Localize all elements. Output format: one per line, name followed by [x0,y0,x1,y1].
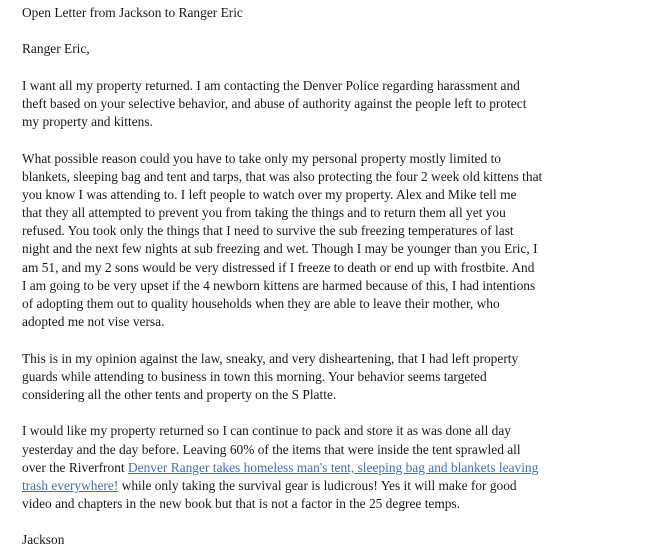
spacer [22,404,637,422]
paragraph-line: considering all the other tents and property on the S Platte. [22,386,337,402]
paragraph-line: I would like my property returned so I can continue to pack and store it as was done all day [22,423,511,439]
paragraph-text: over the Riverfront [22,459,128,475]
paragraph-line [22,477,637,495]
paragraph-line: that they all attempted to prevent you from taking the things and to return them all yet you [22,205,506,221]
paragraph-line: I want all my property returned. I am contacting the Denver Police regarding harassment and [22,77,520,93]
spacer [22,331,637,349]
letter-title: Open Letter from Jackson to Ranger Eric [22,5,243,20]
paragraph-line: guards while attending to business in town this morning. Your behavior seems targeted [22,368,487,384]
spacer [22,131,637,149]
paragraph-line: yesterday and the day before. Leaving 60% of the items that were inside the tent sprawled all [22,441,521,457]
paragraph-line: theft based on your selective behavior, and abuse of authority against the people left to protect [22,95,527,111]
paragraph-line: What possible reason could you have to take only my personal property mostly limited to [22,150,501,166]
salutation: Ranger Eric, [22,41,90,57]
article-link[interactable]: Denver Ranger takes homeless man's tent, sleeping bag and blankets leaving [127,459,539,475]
paragraph-line: This is in my opinion against the law, sneaky, and very disheartening, that I had left property [22,350,519,366]
paragraph-line: night and the next few nights at sub freezing and wet. Though I may be younger than you Eric, I [22,241,538,257]
paragraph-3 [22,350,637,405]
paragraph-line: refused. You took only the things that I need to survive the sub freezing temperatures of last [22,223,514,239]
paragraph-line: blankets, sleeping bag and tent and tarps, that was also protecting the four 2 week old kittens that [22,168,543,184]
paragraph-line: adopted me not vise versa. [22,314,165,330]
spacer [22,513,637,531]
paragraph-line: video and chapters in the new book but that is not a factor in the 25 degree temps. [22,496,461,512]
article-link-continued[interactable]: trash everywhere! [22,477,119,493]
paragraph-line: you know I was attending to. I left people to watch over my property. Alex and Mike tell me [22,186,517,202]
paragraph-line: I am going to be very upset if the 4 newborn kittens are harmed because of this, I had intentions [22,277,536,293]
letter-document [22,4,637,550]
paragraph-text: while only taking the survival gear is ludicrous! Yes it will make for good [118,477,517,493]
signature: Jackson [22,532,65,548]
paragraph-line: of adopting them out to quality households when they are able to leave their mother, who [22,296,500,311]
paragraph-line: my property and kittens. [22,114,153,130]
paragraph-1 [22,77,637,132]
paragraph-4 [22,422,637,513]
paragraph-line [22,459,637,477]
spacer [22,59,637,77]
paragraph-line: am 51, and my 2 sons would be very distressed if I freeze to death or end up with frostbite. And [22,259,535,275]
spacer [22,22,637,40]
paragraph-2 [22,150,637,332]
